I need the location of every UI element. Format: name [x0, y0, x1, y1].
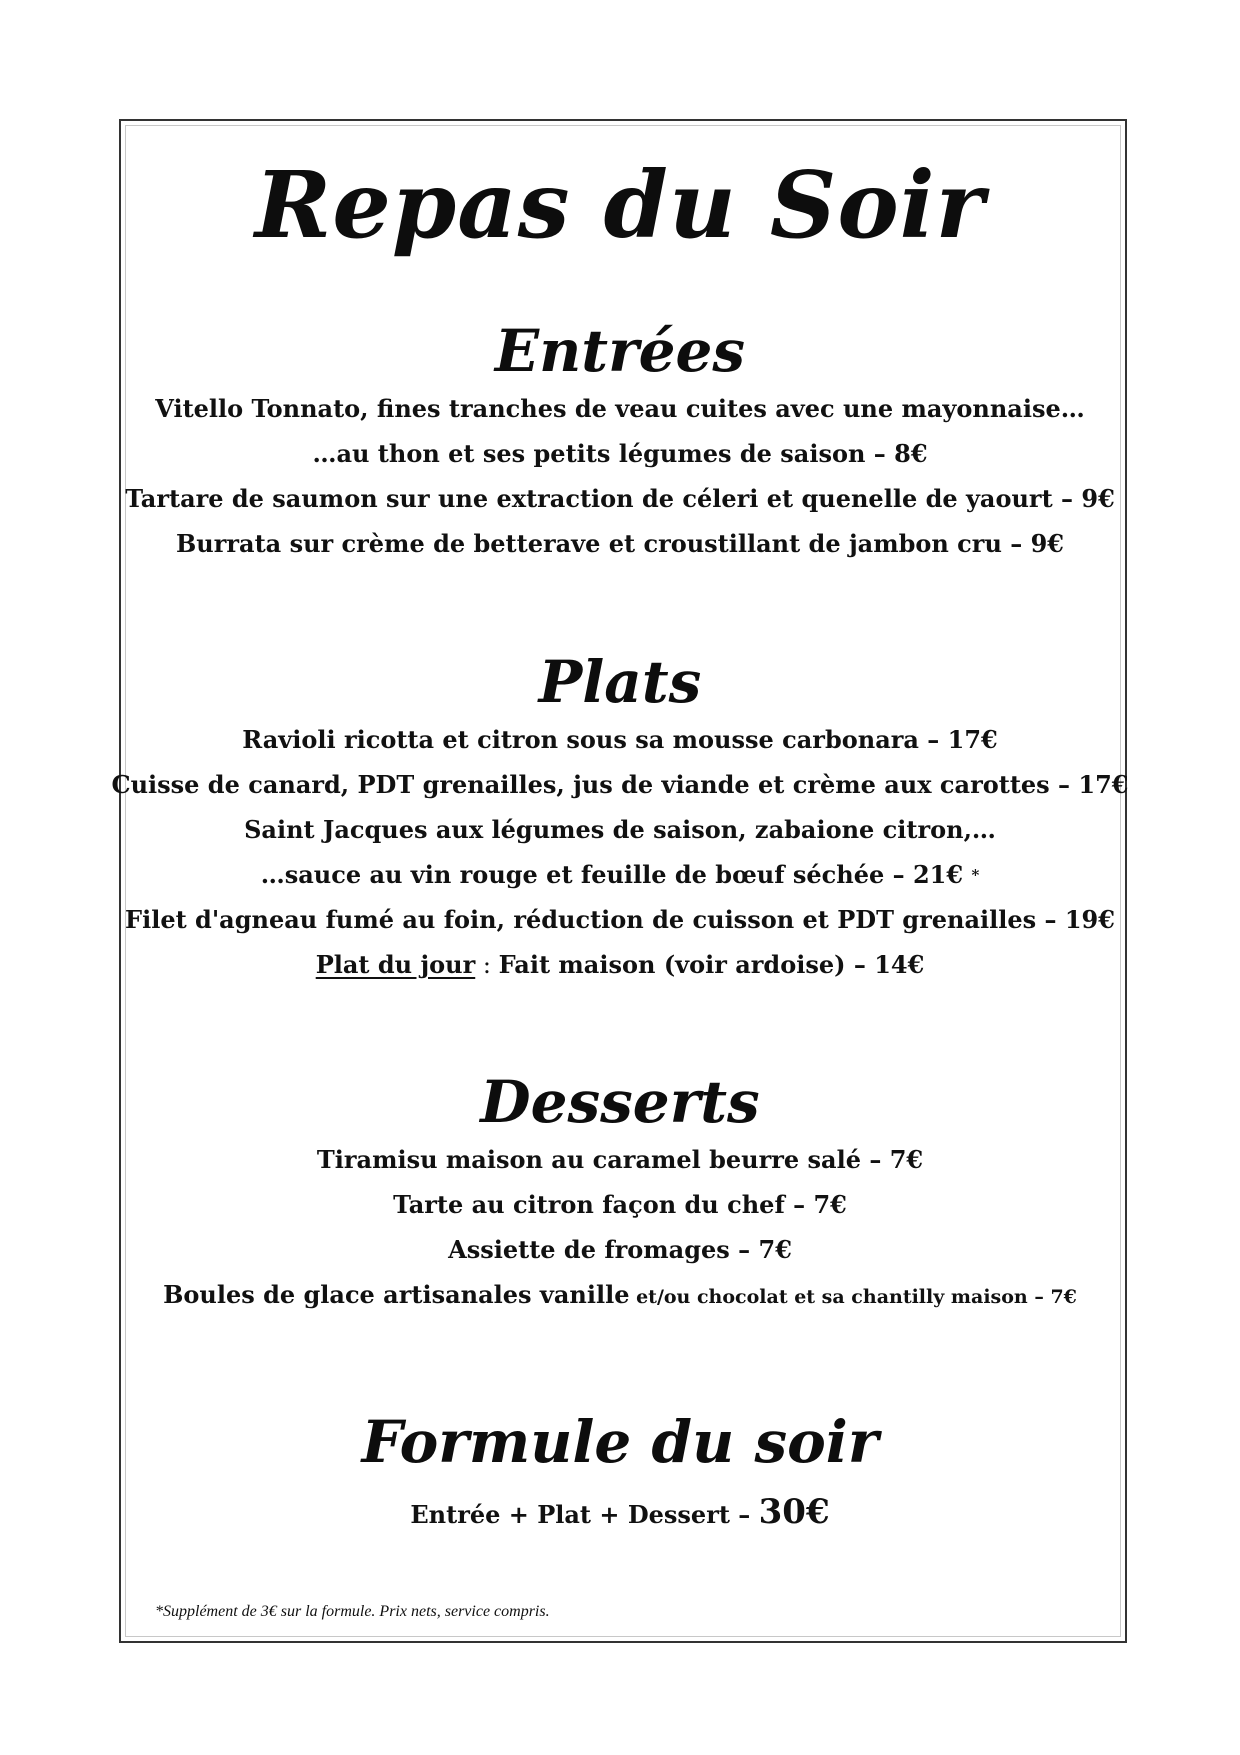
plat-du-jour-text: Fait maison — [498, 950, 664, 979]
menu-item-text: …sauce au vin rouge et feuille de bœuf séchée – 21€ — [260, 860, 964, 889]
plat-du-jour-separator: : — [475, 951, 499, 979]
dessert-main-text: Boules de glace artisanales vanille — [163, 1280, 630, 1309]
menu-item: Assiette de fromages – 7€ — [448, 1235, 792, 1264]
menu-item — [0, 852, 1240, 897]
menu-item: Ravioli ricotta et citron sous sa mousse carbonara – 17€ — [242, 725, 998, 754]
formule-heading: Formule du soir — [361, 1408, 879, 1476]
dessert-rest-text: et/ou chocolat et sa chantilly maison – 7€ — [629, 1286, 1077, 1308]
plat-du-jour-item — [0, 942, 1240, 987]
desserts-heading: Desserts — [480, 1068, 760, 1136]
plat-du-jour-note: (voir ardoise) — [663, 950, 846, 979]
plat-du-jour-label: Plat du jour — [315, 950, 476, 979]
menu-item: Burrata sur crème de betterave et croustillant de jambon cru – 9€ — [176, 529, 1064, 558]
asterisk-mark: * — [971, 866, 980, 884]
plat-du-jour-price: – 14€ — [845, 950, 925, 979]
menu-item: …au thon et ses petits légumes de saison – 8€ — [312, 439, 928, 468]
plats-list — [0, 717, 1240, 987]
menu-item: Tartare de saumon sur une extraction de céleri et quenelle de yaourt – 9€ — [125, 484, 1115, 513]
formule-item — [0, 1490, 1240, 1535]
entrees-list — [0, 386, 1240, 566]
menu-item — [0, 1272, 1240, 1317]
footnote: *Supplément de 3€ sur la formule. Prix nets, service compris. — [155, 1603, 550, 1620]
desserts-list — [0, 1137, 1240, 1317]
menu-item: Tarte au citron façon du chef – 7€ — [393, 1190, 847, 1219]
formule-list — [0, 1490, 1240, 1535]
menu-item: Saint Jacques aux légumes de saison, zabaione citron,… — [244, 815, 996, 844]
entrees-heading: Entrées — [494, 317, 746, 385]
formule-price: 30€ — [758, 1492, 830, 1532]
menu-item: Cuisse de canard, PDT grenailles, jus de viande et crème aux carottes – 17€ — [111, 770, 1129, 799]
formule-description: Entrée + Plat + Dessert – — [410, 1500, 759, 1529]
menu-item: Tiramisu maison au caramel beurre salé – 7€ — [316, 1145, 924, 1174]
menu-item: Filet d'agneau fumé au foin, réduction de cuisson et PDT grenailles – 19€ — [125, 905, 1115, 934]
menu-item: Vitello Tonnato, fines tranches de veau cuites avec une mayonnaise… — [155, 394, 1085, 423]
plats-heading: Plats — [538, 648, 702, 716]
menu-title: Repas du Soir — [254, 151, 986, 259]
